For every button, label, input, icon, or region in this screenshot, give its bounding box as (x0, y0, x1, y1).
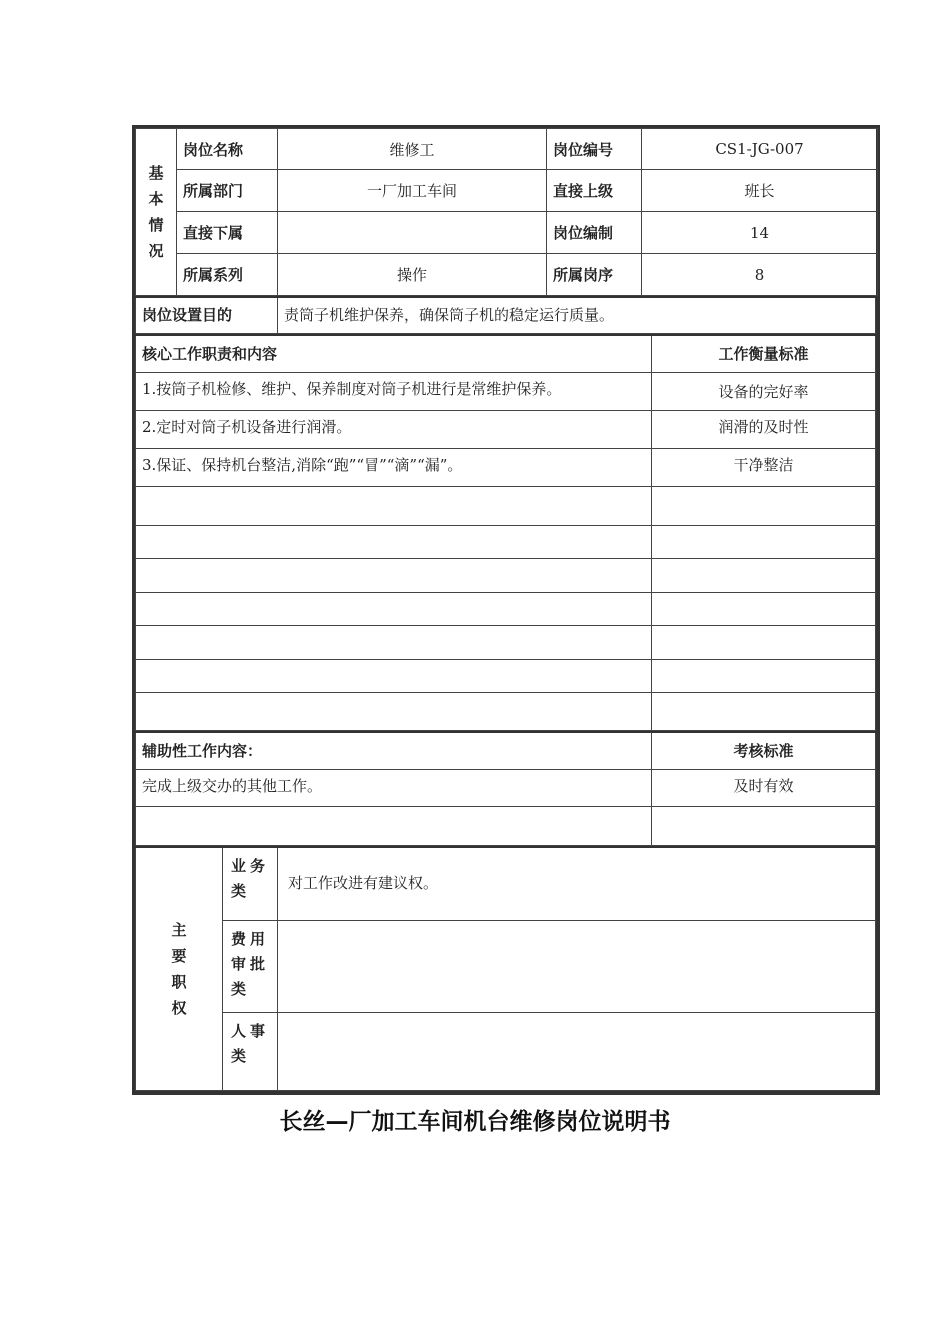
label-post-code: 岗位编号 (547, 129, 642, 170)
core-item-content: 3.保证、保持机台整洁,消除“跑”“冒”“滴”“漏”。 (136, 449, 652, 487)
core-item-standard: 干净整洁 (652, 449, 876, 487)
aux-item-content: 完成上级交办的其他工作。 (136, 769, 652, 806)
core-standard-header: 工作衡量标准 (652, 335, 876, 373)
purpose-table (135, 296, 876, 334)
empty-row (136, 593, 652, 626)
authority-group-label: 人事类 (223, 1013, 278, 1091)
core-item-standard: 设备的完好率 (652, 373, 876, 411)
label-series: 所属系列 (177, 254, 278, 296)
basic-info-label: 基本情况 (136, 129, 177, 296)
aux-standard-header: 考核标准 (652, 732, 876, 769)
authority-value (278, 921, 876, 1013)
label-post-name: 岗位名称 (177, 129, 278, 170)
value-post-code: CS1-JG-007 (642, 129, 878, 170)
empty-row (136, 660, 652, 693)
value-purpose: 责筒子机维护保养，确保筒子机的稳定运行质量。 (278, 297, 876, 333)
value-department: 一厂加工车间 (278, 170, 547, 212)
authority-table (135, 846, 876, 1092)
empty-row (136, 526, 652, 559)
value-direct-subordinate (278, 212, 547, 254)
label-direct-superior: 直接上级 (547, 170, 642, 212)
value-post-name: 维修工 (278, 129, 547, 170)
empty-row (136, 487, 652, 526)
authority-group-label: 业务类 (223, 847, 278, 921)
empty-row (136, 806, 652, 845)
label-direct-subordinate: 直接下属 (177, 212, 278, 254)
core-item-content: 1.按筒子机检修、维护、保养制度对筒子机进行是常维护保养。 (136, 373, 652, 411)
core-header: 核心工作职责和内容 (136, 335, 652, 373)
value-direct-superior: 班长 (642, 170, 878, 212)
core-duties-table (135, 334, 876, 732)
authority-group-label: 费用审批类 (223, 921, 278, 1013)
value-post-rank: 8 (642, 254, 878, 296)
empty-row (652, 593, 876, 626)
value-series: 操作 (278, 254, 547, 296)
empty-row (652, 806, 876, 845)
empty-row (136, 693, 652, 731)
empty-row (652, 626, 876, 660)
label-headcount: 岗位编制 (547, 212, 642, 254)
core-item-standard: 润滑的及时性 (652, 411, 876, 449)
value-headcount: 14 (642, 212, 878, 254)
basic-info-table (135, 128, 878, 296)
job-description-form (132, 125, 880, 1095)
empty-row (652, 693, 876, 731)
label-department: 所属部门 (177, 170, 278, 212)
authority-value (278, 1013, 876, 1091)
empty-row (652, 526, 876, 559)
empty-row (136, 626, 652, 660)
aux-header: 辅助性工作内容： (136, 732, 652, 769)
label-purpose: 岗位设置目的 (136, 297, 278, 333)
aux-item-standard: 及时有效 (652, 769, 876, 806)
empty-row (652, 487, 876, 526)
empty-row (652, 559, 876, 593)
aux-duties-table (135, 731, 876, 846)
authority-label: 主要职权 (136, 847, 223, 1091)
core-item-content: 2.定时对筒子机设备进行润滑。 (136, 411, 652, 449)
document-title: 长丝—厂加工车间机台维修岗位说明书 (279, 1109, 671, 1135)
authority-value: 对工作改进有建议权。 (278, 847, 876, 921)
label-post-rank: 所属岗序 (547, 254, 642, 296)
empty-row (652, 660, 876, 693)
empty-row (136, 559, 652, 593)
